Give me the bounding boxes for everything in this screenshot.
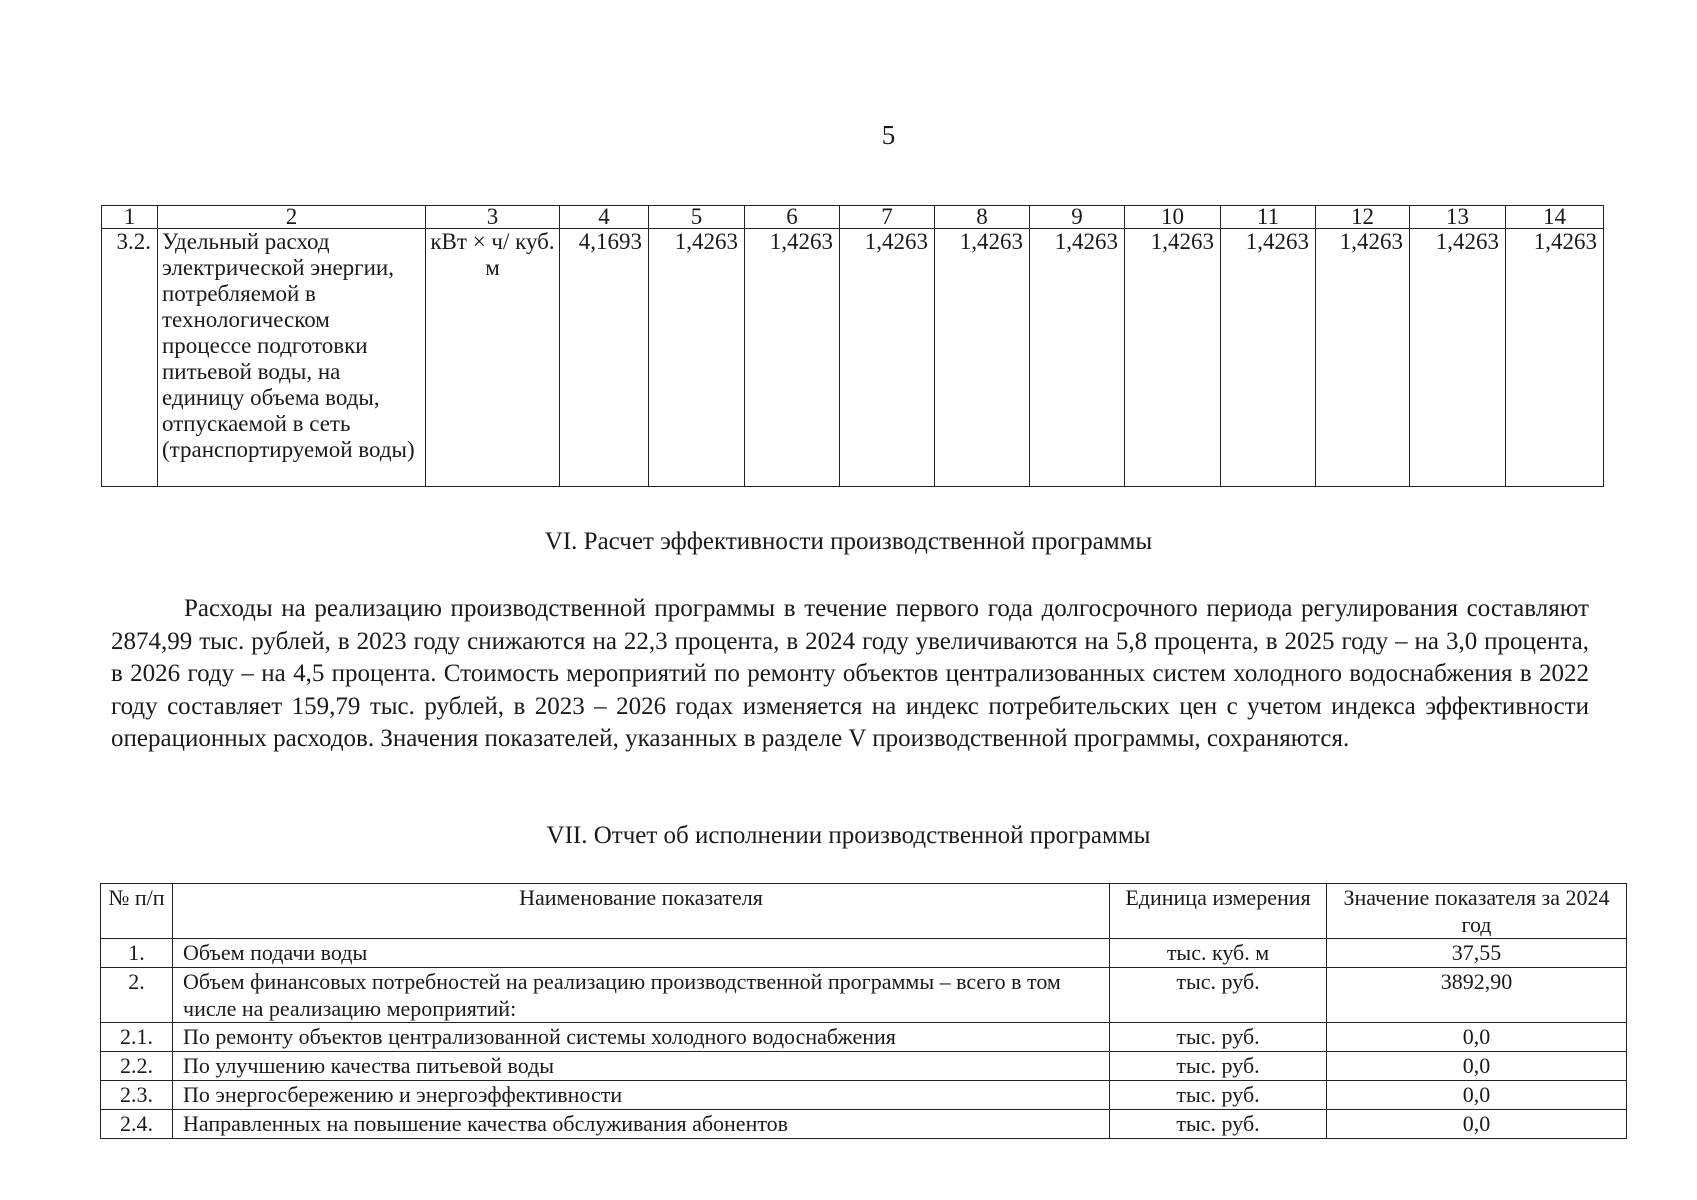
- section-title: VII. Отчет об исполнении производственной программы: [546, 822, 1151, 849]
- indicator-name: По ремонту объектов централизованной системы холодного водоснабжения: [173, 1023, 1110, 1052]
- indicator-name: Объем финансовых потребностей на реализацию производственной программы – всего в том числе на реализацию мероприятий:: [173, 968, 1110, 1023]
- column-number: 4: [560, 206, 649, 229]
- column-number: 11: [1221, 206, 1316, 229]
- row-number: 2.: [101, 968, 173, 1023]
- row-number: 2.4.: [101, 1110, 173, 1139]
- column-number: 2: [158, 206, 426, 229]
- value-cell: 1,4263: [1125, 229, 1221, 487]
- header-number: № п/п: [101, 884, 173, 939]
- table-row: [101, 1052, 1627, 1081]
- row-number: 3.2.: [102, 229, 158, 487]
- unit-cell: кВт × ч/ куб. м: [426, 229, 560, 487]
- indicator-name: Удельный расход электрической энергии, потребляемой в технологическом процессе подготовки питьевой воды, на единицу объема воды, отпускаемой в сеть (транспортируемой воды): [158, 229, 426, 487]
- value-cell: 1,4263: [1030, 229, 1125, 487]
- unit-cell: тыс. руб.: [1110, 1081, 1327, 1110]
- table-header-row: [101, 884, 1627, 939]
- report-table: [100, 883, 1627, 1139]
- value-cell: 1,4263: [935, 229, 1030, 487]
- value-cell: 0,0: [1327, 1081, 1627, 1110]
- section-paragraph: Расходы на реализацию производственной программы в течение первого года долгосрочного периода регулирования составляют 2874,99 тыс. рублей, в 2023 году снижаются на 22,3 процента, в 2024 году увеличиваются на 5,8 процента, в 2025 году – на 3,0 процента, в 2026 году – на 4,5 процента. Стоимость мероприятий по ремонту объектов централизованных систем холодного водоснабжения в 2022 году составляет 159,79 тыс. рублей, в 2023 – 2026 годах изменяется на индекс потребительских цен с учетом индекса эффективности операционных расходов. Значения показателей, указанных в разделе V производственной программы, сохраняются.: [111, 595, 1589, 752]
- table-row: [102, 229, 1604, 487]
- value-cell: 1,4263: [745, 229, 840, 487]
- page-number: 5: [881, 120, 896, 150]
- unit-cell: тыс. куб. м: [1110, 939, 1327, 968]
- column-number: 12: [1316, 206, 1410, 229]
- column-number: 5: [649, 206, 745, 229]
- column-number: 6: [745, 206, 840, 229]
- column-number: 9: [1030, 206, 1125, 229]
- table-row: [101, 1023, 1627, 1052]
- value-cell: 0,0: [1327, 1052, 1627, 1081]
- indicator-name: Направленных на повышение качества обслуживания абонентов: [173, 1110, 1110, 1139]
- unit-cell: тыс. руб.: [1110, 968, 1327, 1023]
- column-number: 14: [1506, 206, 1604, 229]
- unit-cell: тыс. руб.: [1110, 1052, 1327, 1081]
- indicator-name: По улучшению качества питьевой воды: [173, 1052, 1110, 1081]
- column-number: 13: [1410, 206, 1506, 229]
- value-cell: 1,4263: [649, 229, 745, 487]
- value-cell: 37,55: [1327, 939, 1627, 968]
- header-value: Значение показателя за 2024 год: [1327, 884, 1627, 939]
- column-number: 3: [426, 206, 560, 229]
- column-number: 7: [840, 206, 935, 229]
- row-number: 2.1.: [101, 1023, 173, 1052]
- unit-cell: тыс. руб.: [1110, 1110, 1327, 1139]
- row-number: 2.2.: [101, 1052, 173, 1081]
- value-cell: 4,1693: [560, 229, 649, 487]
- table-header-row: [102, 206, 1604, 229]
- section-title: VI. Расчет эффективности производственной программы: [544, 528, 1153, 555]
- row-number: 1.: [101, 939, 173, 968]
- indicator-name: По энергосбережению и энергоэффективности: [173, 1081, 1110, 1110]
- indicator-table: [101, 205, 1604, 487]
- unit-cell: тыс. руб.: [1110, 1023, 1327, 1052]
- column-number: 1: [102, 206, 158, 229]
- column-number: 10: [1125, 206, 1221, 229]
- table-row: [101, 1110, 1627, 1139]
- table-row: [101, 939, 1627, 968]
- value-cell: 1,4263: [1316, 229, 1410, 487]
- value-cell: 3892,90: [1327, 968, 1627, 1023]
- value-cell: 1,4263: [840, 229, 935, 487]
- indicator-name: Объем подачи воды: [173, 939, 1110, 968]
- value-cell: 1,4263: [1221, 229, 1316, 487]
- value-cell: 1,4263: [1506, 229, 1604, 487]
- value-cell: 0,0: [1327, 1023, 1627, 1052]
- table-row: [101, 968, 1627, 1023]
- row-number: 2.3.: [101, 1081, 173, 1110]
- column-number: 8: [935, 206, 1030, 229]
- value-cell: 1,4263: [1410, 229, 1506, 487]
- table-row: [101, 1081, 1627, 1110]
- header-name: Наименование показателя: [173, 884, 1110, 939]
- header-unit: Единица измерения: [1110, 884, 1327, 939]
- value-cell: 0,0: [1327, 1110, 1627, 1139]
